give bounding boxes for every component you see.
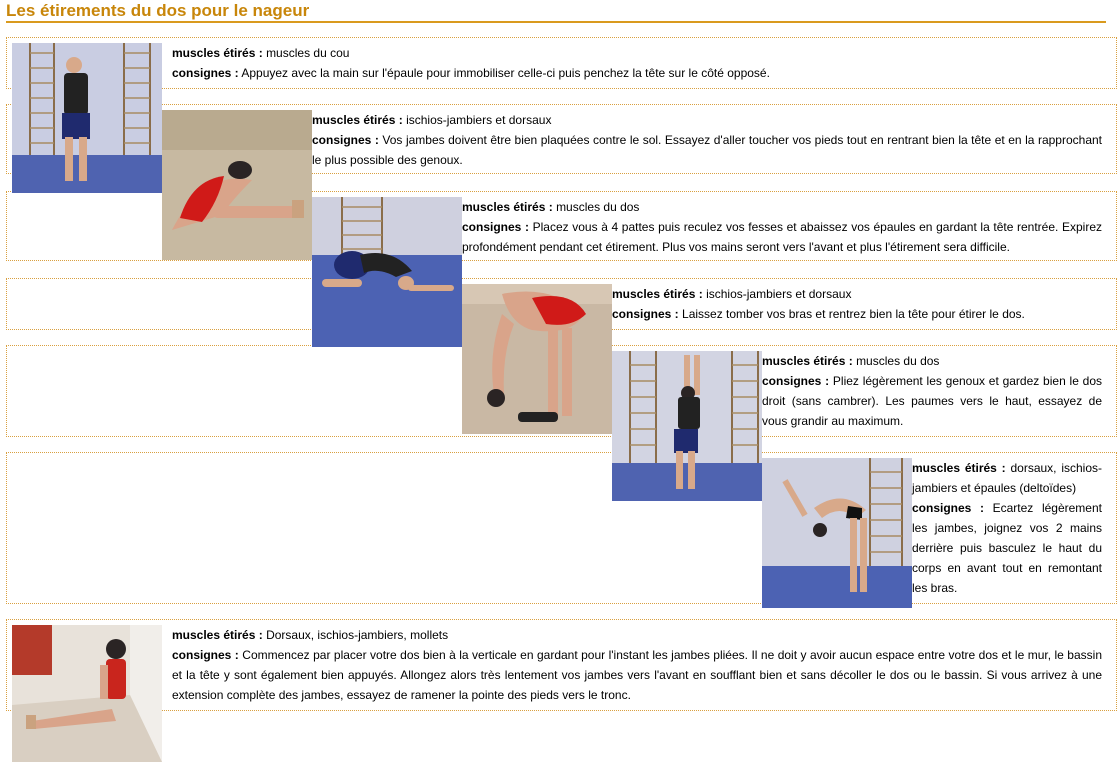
muscles-label: muscles étirés : bbox=[462, 200, 553, 214]
consignes-label: consignes : bbox=[172, 648, 239, 662]
muscles-label: muscles étirés : bbox=[762, 354, 853, 368]
muscles-value: ischios-jambiers et dorsaux bbox=[406, 113, 552, 127]
muscles-value: muscles du cou bbox=[266, 46, 350, 60]
consignes-label: consignes : bbox=[912, 501, 984, 515]
exercise-photo-arms-behind-bend bbox=[762, 458, 912, 608]
muscles-value: muscles du dos bbox=[556, 200, 640, 214]
exercise-photo-wall-sit bbox=[12, 625, 162, 762]
exercise-text-4 bbox=[612, 284, 1102, 324]
muscles-label: muscles étirés : bbox=[912, 461, 1006, 475]
consignes-value: Ecartez légèrement les jambes, joignez vos 2 mains derrière puis basculez le haut du corps en avant tout en remontant les bras. bbox=[912, 501, 1102, 595]
consignes-value: Commencez par placer votre dos bien à la verticale en gardant pour l'instant les jambes pliées. Il ne doit y avoir aucun espace entre votre dos et le mur, le bassin et la tête y sont également bien appuyés. Allongez alors très lentement vos jambes vers l'avant en soufflant bien et sans décoller le dos ou le bassin. Si vous arrivez à une extension complète des jambes, essayez de ramener la pointe des pieds vers le tronc. bbox=[172, 648, 1102, 702]
muscles-value: dorsaux, ischios-jambiers et épaules (deltoïdes) bbox=[912, 461, 1102, 495]
muscles-label: muscles étirés : bbox=[312, 113, 403, 127]
consignes-value: Laissez tomber vos bras et rentrez bien la tête pour étirer le dos. bbox=[682, 307, 1025, 321]
muscles-value: muscles du dos bbox=[856, 354, 940, 368]
consignes-label: consignes : bbox=[312, 133, 379, 147]
consignes-label: consignes : bbox=[612, 307, 679, 321]
muscles-label: muscles étirés : bbox=[612, 287, 703, 301]
muscles-label: muscles étirés : bbox=[172, 46, 263, 60]
muscles-value: ischios-jambiers et dorsaux bbox=[706, 287, 852, 301]
consignes-label: consignes : bbox=[762, 374, 830, 388]
exercise-text-2 bbox=[312, 110, 1102, 170]
consignes-value: Placez vous à 4 pattes puis reculez vos fesses et abaissez vos épaules en gardant la tête rentrée. Expirez profondément pendant cet étirement. Plus vos mains seront vers l'avant et plus l'étirement sera difficile. bbox=[462, 220, 1102, 254]
consignes-label: consignes : bbox=[172, 66, 239, 80]
muscles-value: Dorsaux, ischios-jambiers, mollets bbox=[266, 628, 449, 642]
consignes-value: Appuyez avec la main sur l'épaule pour immobiliser celle-ci puis penchez la tête sur le côté opposé. bbox=[241, 66, 770, 80]
consignes-label: consignes : bbox=[462, 220, 529, 234]
exercise-photo-childs-pose bbox=[312, 197, 462, 347]
exercise-photo-arms-raised bbox=[612, 351, 762, 501]
muscles-label: muscles étirés : bbox=[172, 628, 263, 642]
exercise-text-3 bbox=[462, 197, 1102, 257]
exercise-text-5 bbox=[762, 351, 1102, 431]
exercise-text-7 bbox=[172, 625, 1102, 705]
page-title: Les étirements du dos pour le nageur bbox=[6, 1, 1106, 23]
exercise-photo-forward-bend bbox=[462, 284, 612, 434]
consignes-value: Pliez légèrement les genoux et gardez bien le dos droit (sans cambrer). Les paumes vers le haut, essayez de vous grandir au maximum. bbox=[762, 374, 1102, 428]
exercise-photo-neck-stretch bbox=[12, 43, 162, 193]
consignes-value: Vos jambes doivent être bien plaquées contre le sol. Essayez d'aller toucher vos pieds tout en rentrant bien la tête et en la rapprochant le plus possible des genoux. bbox=[312, 133, 1102, 167]
exercise-photo-seated-fold bbox=[162, 110, 312, 260]
exercise-text-6 bbox=[912, 458, 1102, 598]
exercise-text-1 bbox=[172, 43, 1102, 83]
